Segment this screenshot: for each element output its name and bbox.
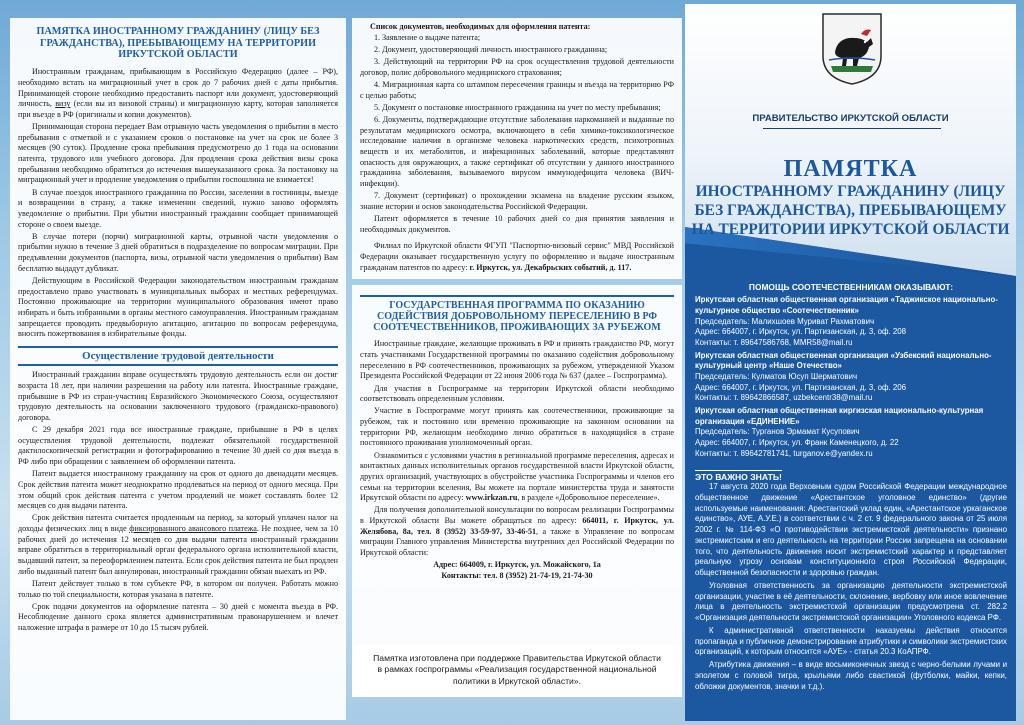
paragraph: Иностранный гражданин вправе осуществлять трудовую деятельность если он достиг возраста 18 лет, при наличии разрешения на работу или патента. Иностранные граждане, прибывшие в РФ из стран-участниц Евразийского Экономического Союза, осуществляют трудовую деятельность на основании заключенного трудового (гражданско-правового) договора. — [18, 370, 338, 422]
left-panel — [10, 18, 346, 720]
paragraph: Срок подачи документов на оформление патента – 30 дней с момента въезда в РФ. Несоблюдение данного срока является административным правонарушением и влечет наложение штрафа в размере от 10 до 15 тысяч рублей. — [18, 601, 338, 633]
help-title: ПОМОЩЬ СООТЕЧЕСТВЕННИКАМ ОКАЗЫВАЮТ: — [748, 282, 954, 292]
paragraph: Уголовная ответственность за организацию деятельности экстремистской организации, участие в её деятельности, склонение, вербовку или иное вовлечение лица в деятельность экстремистской организации предусмотрена ст. 282.2 «Организация деятельности экстремистской организации» Уголовного кодекса РФ. — [695, 580, 1007, 622]
org-item: Иркутская областная общественная организация «Таджикское национально-культурное общество «Соотечественник» Председатель: Малихшоев Муриват Рахматович Адрес: 664007, г. Иркутск, ул. Партизанская, д. 3, оф. 208 Контакты: т. 89647586768, MMR58@mail.ru — [695, 295, 998, 348]
patent-note: Патент оформляется в течение 10 рабочих дней со дня принятия заявления и необходимых документов. — [360, 213, 674, 234]
paragraph: Ознакомиться с условиями участия в региональной программе переселения, адресах и контактных данных исполнительных органов государственной власти Иркутской области, других организаций, участвующих в обустройстве участника Госпрограммы и членов его семьи на территории вселения, Вы можете на портале министерства труда и занятости Иркутской области по адресу: www.irkzan.ru, в разделе «Добровольное переселение». — [360, 450, 674, 503]
migration-contacts: Контакты: тел. 8 (3952) 21-74-19, 21-74-30 — [441, 570, 593, 580]
paragraph: Для получения дополнительной консультации по вопросам реализации Госпрограммы в Иркутской области Вы можете обращаться по адресу: 664011, г. Иркутск, ул. Желябова, 8а, тел. 8 (3952) 33-59-97, 33-46-51, а также в Управление по вопросам миграции Главного управления Министерства внутренних дел Российской Федерации по Иркутской области: — [360, 505, 674, 558]
paragraph: Срок действия патента считается продленным на период, за который уплачен налог на доходы физических лиц в виде фиксированного авансового платежа. Не позднее, чем за 10 рабочих дней до истечения 12 месяцев со дня выдачи патента иностранный гражданин вправе обратиться в территориальный орган федерального органа исполнительной власти, выдавший патент, за переоформлением патента. Если срок действия патента не был продлен либо выданный патент был аннулирован, иностранный гражданин обязан выехать из РФ. — [18, 513, 339, 576]
paragraph: Патент действует только в том субъекте РФ, в котором он получен. Работать можно только по той специальности, которая указана в патенте. — [18, 578, 338, 599]
paragraph: Патент выдается иностранному гражданину на срок от одного до двенадцати месяцев. Срок действия патента может неоднократно продлеваться на период от одного месяца. При этом общий срок действия патента с учетом продлений не может составлять более 12 месяцев со дня выдачи патента. — [18, 469, 338, 511]
middle-panel — [352, 18, 682, 720]
warning-title: ЭТО ВАЖНО ЗНАТЬ! — [695, 472, 782, 482]
documents-list-title: Список документов, необходимых для оформления патента: — [370, 22, 591, 31]
list-item: 1. Заявление о выдаче патента; — [374, 32, 481, 42]
list-item: 3. Действующий на территории РФ на срок осуществления трудовой деятельности договор, полис добровольного медицинского страхования; — [360, 57, 674, 77]
paragraph: Атрибутика движения – в виде восьмиконечных звезд с черно-белыми лучами и эполетом с головой тигра, крыльями либо свастикой (футболки, майки, кепки, обложки документов, значки и т.д.). — [695, 660, 1007, 691]
program-block — [352, 285, 682, 697]
paragraph: В случае потери (порчи) миграционной карты, отрывной части уведомления о прибытии нужно в течение 3 дней обратиться в подразделение по вопросам миграции. При предъявлении документов (паспорта, визы, отрывной части уведомления о прибытии) Вам бесплатно выдадут дубликат. — [18, 231, 338, 273]
patent-documents-block — [352, 18, 682, 279]
org-item: Иркутская областная общественная организация «Узбекский национально-культурный центр «Наше Отечество» Председатель: Кулматов Юсуп Шерматович Адрес: 664007, г. Иркутск, ул. Партизанская, д. 3, оф. 206 Контакты: т. 89642866587, uzbekcentr38@mail.ru — [695, 350, 992, 403]
cover-title-sub: ИНОСТРАННОМУ ГРАЖДАНИНУ (ЛИЦУ БЕЗ ГРАЖДАНСТВА), ПРЕБЫВАЮЩЕМУ НА ТЕРРИТОРИИ ИРКУТСКОЙ ОБЛАСТИ — [691, 183, 1010, 238]
list-item: 5. Документ о постановке иностранного гражданина на учет по месту пребывания; — [374, 102, 661, 112]
list-item: 6. Документы, подтверждающие отсутствие заболевания наркоманией и выданные по результатам медицинского осмотра, включающего в себя химико-токсикологическое исследование наличия в организме человека наркотических средств, психотропных веществ и их метаболитов, и инфекционных заболеваний, которые представляют опасность для окружающих, а также сертификат об отсутствии у данного иностранного гражданина заболевания, вызываемого вирусом иммунодефицита человека (ВИЧ-инфекции). — [360, 114, 674, 188]
org-item: Иркутская областная общественная киргизская национально-культурная организация «ЕДИНЕНИЕ» Председатель: Турганов Эрмамат Кусупович Адрес: 664007, г. Иркутск, ул. Франк Каменецкого, д. 22 Контакты: т. 89642781741, turganov.e@yandex.ru — [695, 406, 984, 458]
paragraph: В случае поездок иностранного гражданина по России, заселении в гостиницы, выезде и возвращении в страну, а также изменении сведений, нужно заново оформлять уведомление о прибытии. При убытии иностранный гражданин сообщает принимающей стороне о своем выезде. — [18, 187, 338, 229]
cover-title — [685, 156, 1016, 239]
work-section-title: Осуществление трудовой деятельности — [18, 346, 338, 366]
paragraph: 17 августа 2020 года Верховным судом Российской Федерации международное общественное движение «Арестантское уголовное единство» (другие используемые наименования: Арестантский уклад един, «Арестантское уркаганское единство», АУЕ, А.У.Е.) в соответствии с ч. 2 ст. 9 федерального закона от 25 июля 2002 г. № 114-ФЗ «О противодействии экстремистской деятельности» признано экстремистским и его деятельность на территории России запрещена на основании того, что деятельность движения носит экстремистский характер и представляет реальную угрозу основам конституционного строя Российской Федерации, общественной безопасности и здоровью граждан. — [695, 482, 1007, 577]
program-title: ГОСУДАРСТВЕННАЯ ПРОГРАММА ПО ОКАЗАНИЮ СОДЕЙСТВИЯ ДОБРОВОЛЬНОМУ ПЕРЕСЕЛЕНИЮ В РФ СООТЕЧЕСТВЕННИКОВ, ПРОЖИВАЮЩИХ ЗА РУБЕЖОМ — [360, 295, 674, 334]
divider — [763, 128, 941, 129]
paragraph: С 29 декабря 2021 года все иностранные граждане, прибывшие в РФ в целях осуществления трудовой деятельности, подлежат обязательной государственной дактилоскопической регистрации и фотографированию в течение 30 дней со дня въезда в РФ либо при обращении с заявлением об оформлении патента. — [18, 425, 338, 467]
list-item: 4. Миграционная карта со штампом пересечения границы и въезда на территорию РФ с целью работы; — [360, 79, 674, 100]
paragraph: Для участия в Госпрограмме на территории Иркутской области необходимо соответствовать определенным условиям. — [360, 383, 674, 404]
government-label: ПРАВИТЕЛЬСТВО ИРКУТСКОЙ ОБЛАСТИ — [752, 113, 949, 124]
paragraph: Иностранные граждане, желающие проживать в РФ и принять гражданство РФ, могут стать участниками Государственной программы по оказанию содействия добровольному переселению в РФ соотечественников, проживающих за рубежом, утвержденной Указом Президента Российской Федерации от 22 июня 2006 года № 637 (далее – Госпрограмма). — [360, 339, 674, 381]
cover-title-main: ПАМЯТКА — [783, 156, 918, 182]
paragraph: Действующим в Российской Федерации законодательством иностранным гражданам предоставлено право участвовать в муниципальных выборах и местных референдумах. Постоянно проживающие на территории муниципального образования имеют право избирать и быть избранными в органы местного самоуправления. Иностранным гражданам запрещается проводить предвыборную агитацию, агитацию по вопросам референдума, вносить пожертвования в избирательные фонды. — [18, 275, 338, 339]
filial-info: Филиал по Иркутской области ФГУП "Паспортно-визовый сервис" МВД Российской Федерации оказывает государственную услугу по оформлению и выдаче иностранным гражданам патентов по адресу: г. Иркутск, ул. Декабрьских событий, д. 117. — [360, 241, 674, 272]
list-item: 7. Документ (сертификат) о прохождении экзамена на владение русским языком, знание истории и основ законодательства Российской Федерации. — [360, 191, 674, 211]
paragraph: К административной ответственности наказуемы действия относится пропаганда и публичное демонстрирование атрибутики и символики экстремистских организаций, к которым относится «АУЕ» - статья 20.3 КоАПРФ. — [695, 625, 1007, 657]
paragraph: Иностранным гражданам, прибывающим в Российскую Федерацию (далее – РФ), необходимо встать на миграционный учет в срок до 7 рабочих дней с даты прибытия. Принимающей стороне необходимо предоставить паспорт или документ, удостоверяющий личность, визу (если вы из визовой страны) и миграционную карту, которая заполняется при въезде в РФ (оригиналы и копии документов). — [18, 67, 338, 119]
left-title: ПАМЯТКА ИНОСТРАННОМУ ГРАЖДАНИНУ (ЛИЦУ БЕЗ ГРАЖДАНСТВА), ПРЕБЫВАЮЩЕМУ НА ТЕРРИТОРИИ ИРКУТСКОЙ ОБЛАСТИ — [36, 26, 320, 61]
paragraph: Принимающая сторона передает Вам отрывную часть уведомления о прибытии в место пребывания с отметкой и с указанием сроков о постановке на учет на срок не более 3 месяцев (90 суток). Продление срока пребывания предусмотрено до 1 года на основании патента, трудового или учебного договора. Для продления срока действия визы срока пребывания необходимо обратиться до истечения вышеуказанного срока. За постановку на миграционный учет и продление уведомления о прибытии госпошлина не взимается! — [18, 122, 338, 185]
help-section — [695, 282, 1007, 461]
footer-note: Памятка изготовлена при поддержке Правительства Иркутской области в рамках госпрограммы «Реализация государственной национальной политики в Иркутской области». — [352, 645, 682, 697]
paragraph: Участие в Госпрограмме могут принять как соотечественники, проживающие за рубежом, так и постоянно или временно проживающие на законном основании на территории РФ, желающим необходимо лично обратиться в находящийся в стране постоянного проживания уполномоченный орган. — [360, 406, 674, 448]
irkutsk-coat-of-arms-icon — [821, 12, 883, 86]
list-item: 2. Документ, удостоверяющий личность иностранного гражданина; — [374, 44, 608, 54]
right-panel — [685, 4, 1016, 721]
warning-section — [695, 482, 1007, 694]
migration-address: Адрес: 664009, г. Иркутск, ул. Можайского, 1а — [433, 560, 601, 570]
